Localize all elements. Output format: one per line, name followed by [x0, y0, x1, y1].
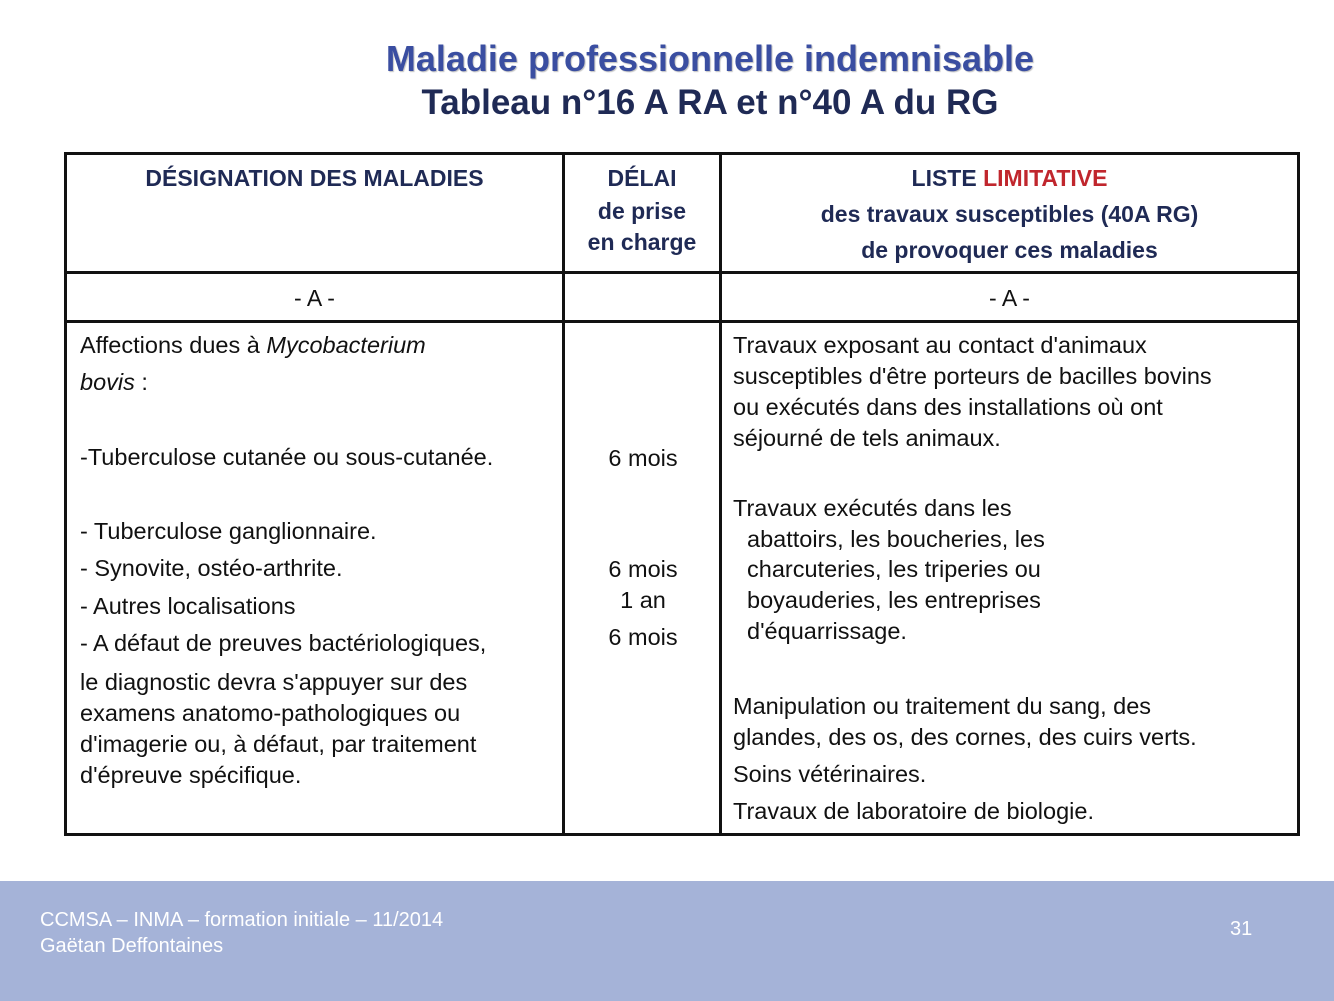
col3-p1-line2: susceptibles d'être porteurs de bacilles bovins	[733, 363, 1212, 389]
header-liste	[722, 161, 1297, 267]
delai-2: 6 mois	[608, 556, 678, 582]
delai-3: 1 an	[620, 587, 666, 613]
header-liste-line3: de provoquer ces maladies	[861, 237, 1158, 263]
col1-item-6-line1: le diagnostic devra s'appuyer sur des	[80, 669, 468, 695]
page-number: 31	[1230, 918, 1253, 940]
section-divider	[67, 320, 1297, 323]
header-delai	[565, 161, 719, 257]
slide-subtitle: Tableau n°16 A RA et n°40 A du RG	[421, 83, 999, 122]
header-liste-line1	[722, 161, 1297, 195]
col3-p2-line4: boyauderies, les entreprises	[747, 587, 1041, 613]
col1-intro-line2	[80, 367, 148, 398]
section-label-col1: - A -	[294, 285, 335, 311]
delai-1: 6 mois	[608, 445, 678, 471]
footer-line1: CCMSA – INMA – formation initiale – 11/2014	[40, 909, 444, 931]
header-liste-prefix: LISTE	[911, 165, 984, 191]
col3-p1-line4: séjourné de tels animaux.	[733, 425, 1001, 451]
col1-intro-line1	[80, 330, 426, 361]
header-delai-line1: DÉLAI	[607, 165, 677, 191]
col3-p1-line3: ou exécutés dans des installations où ont	[733, 394, 1163, 420]
disease-table	[64, 152, 1300, 836]
delai-4: 6 mois	[608, 624, 678, 650]
col3-p2-line1: Travaux exécutés dans les	[733, 495, 1012, 521]
col1-intro-italic2: bovis	[80, 369, 135, 395]
header-delai-line2: de prise	[597, 198, 687, 224]
col1-item-4: - Autres localisations	[80, 593, 296, 619]
footer-author: Gaëtan Deffontaines	[40, 935, 224, 957]
header-liste-line2: des travaux susceptibles (40A RG)	[820, 201, 1199, 227]
slide-title: Maladie professionnelle indemnisable	[385, 38, 1035, 79]
col1-item-2: - Tuberculose ganglionnaire.	[80, 518, 377, 544]
col1-intro-end: :	[134, 369, 148, 395]
header-delai-line3: en charge	[587, 229, 697, 255]
col3-p3-line2: glandes, des os, des cornes, des cuirs verts.	[733, 724, 1197, 750]
header-divider	[67, 271, 1297, 274]
col1-intro-text: Affections dues à	[80, 332, 267, 358]
header-designation: DÉSIGNATION DES MALADIES	[145, 165, 484, 191]
col3-p2-line5: d'équarrissage.	[747, 618, 907, 644]
col3-p1-line1: Travaux exposant au contact d'animaux	[733, 332, 1147, 358]
col3-p2-line3: charcuteries, les triperies ou	[747, 556, 1041, 582]
col1-item-1: -Tuberculose cutanée ou sous-cutanée.	[80, 444, 494, 470]
col3-p4: Soins vétérinaires.	[733, 761, 927, 787]
col1-item-6-line2: examens anatomo-pathologiques ou	[80, 700, 461, 726]
col1-item-6-line4: d'épreuve spécifique.	[80, 762, 302, 788]
col3-p5: Travaux de laboratoire de biologie.	[733, 798, 1094, 824]
section-label-col3: - A -	[989, 285, 1030, 311]
col3-p2-line2: abattoirs, les boucheries, les	[747, 526, 1045, 552]
col1-item-3: - Synovite, ostéo-arthrite.	[80, 555, 343, 581]
col1-item-6-line3: d'imagerie ou, à défaut, par traitement	[80, 731, 477, 757]
col3-p3-line1: Manipulation ou traitement du sang, des	[733, 693, 1152, 719]
header-liste-limitative: LIMITATIVE	[983, 165, 1108, 191]
col1-item-5: - A défaut de preuves bactériologiques,	[80, 630, 487, 656]
col1-intro-italic1: Mycobacterium	[266, 332, 426, 358]
